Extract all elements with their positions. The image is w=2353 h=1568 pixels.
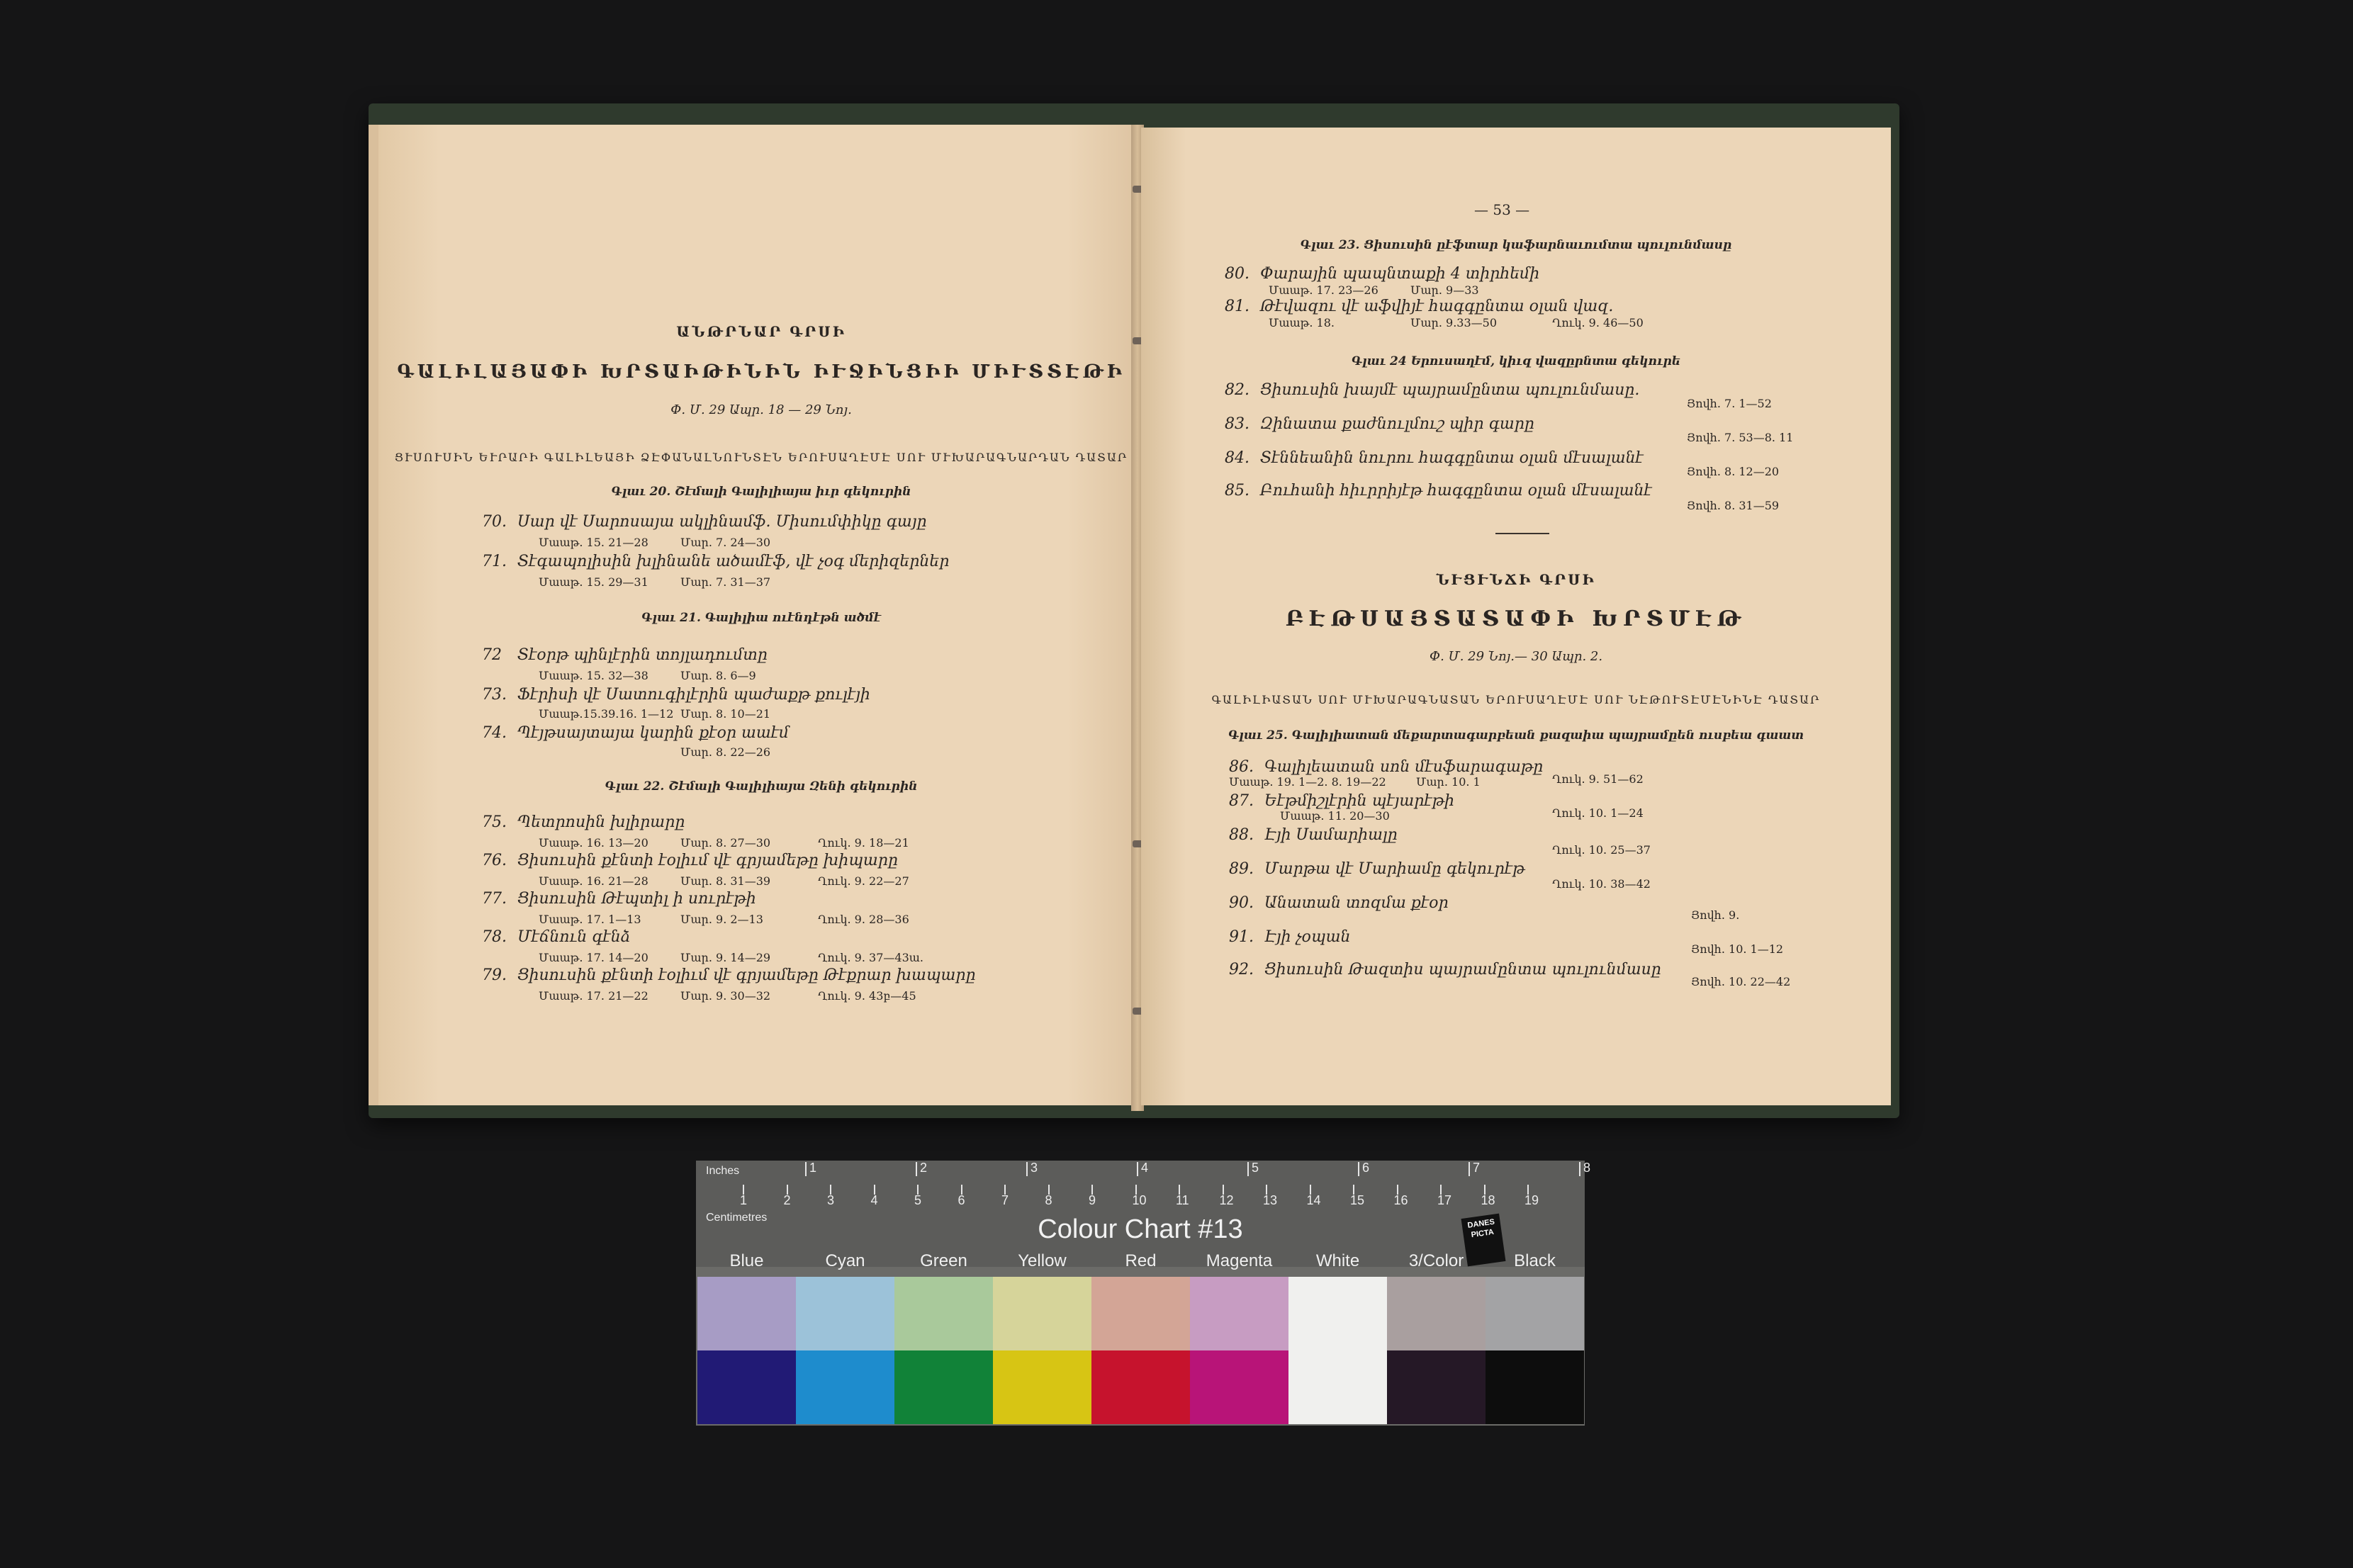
entry-title: Ցիսուսին խայմէ պայրամընտա պուլունմասը. bbox=[1260, 381, 1640, 399]
entry-title: Թէվազու վէ աֆվիյէ հագգընտա օլան վազ. bbox=[1260, 298, 1614, 315]
entry-ref: Մաաթ. 15. 29—31 bbox=[539, 575, 648, 589]
swatch-light bbox=[796, 1277, 894, 1350]
entry-ref-luke: Ղուկ. 10. 38—42 bbox=[1552, 877, 1651, 891]
swatch-label: Green bbox=[920, 1251, 967, 1270]
section-heading: Գլաւ 22. Շէմալի Գալիլիայա Զենի գեկուրին bbox=[605, 779, 918, 794]
entry-title: Բուհանի հիւրրիյէթ հագգընտա օլան մէսալանէ bbox=[1260, 482, 1652, 500]
swatch-label: Red bbox=[1125, 1251, 1157, 1270]
entry-ref-john: Յովհ. 9. bbox=[1691, 908, 1740, 922]
entry-ref-john: Յովհ. 8. 12—20 bbox=[1687, 465, 1780, 478]
cm-tick-label: 16 bbox=[1393, 1193, 1408, 1207]
cm-tick-label: 14 bbox=[1306, 1193, 1321, 1207]
section-heading: Գլաւ 24 Երուսաղէմ, կիւզ վազըրնտա գեկուրե bbox=[1351, 354, 1681, 368]
entry-ref: Մար. 9. 30—32 bbox=[680, 989, 771, 1003]
entry-ref-luke: Ղուկ. 9. 22—27 bbox=[818, 874, 909, 888]
swatch-dark bbox=[1387, 1350, 1486, 1424]
cm-tick-label: 6 bbox=[958, 1193, 965, 1207]
entry-number: 74. bbox=[482, 724, 507, 742]
entry-ref: Մաաթ. 17. 1—13 bbox=[539, 913, 641, 926]
entry-number: 71. bbox=[482, 553, 507, 570]
section-heading: Գլաւ 25. Գալիլիատան մեքարտագարբեան քազաիա պայրամըեն ուսբեա գաատ bbox=[1228, 728, 1804, 743]
entry-ref-luke: Ղուկ. 10. 25—37 bbox=[1552, 843, 1651, 857]
cm-tick-label: 9 bbox=[1089, 1193, 1096, 1207]
swatch-label: Cyan bbox=[825, 1251, 865, 1270]
swatch-dark bbox=[1486, 1350, 1584, 1424]
entry-number: 82. bbox=[1225, 381, 1249, 399]
entry-ref: Մաաթ. 15. 21—28 bbox=[539, 536, 648, 549]
cm-tick-label: 19 bbox=[1524, 1193, 1539, 1207]
entry-number: 79. bbox=[482, 966, 507, 984]
entry-ref-john: Յովհ. 7. 53—8. 11 bbox=[1687, 431, 1794, 444]
entry-ref: Մաաթ. 17. 21—22 bbox=[539, 989, 648, 1003]
entry-title: Տէօրթ պինլէրին տոյլադումտը bbox=[517, 646, 768, 664]
entry-ref-luke: Ղուկ. 9. 18—21 bbox=[818, 836, 909, 850]
entry-title: Անատան տոզմա քէօր bbox=[1264, 894, 1449, 912]
entry-ref: Մար. 9. 2—13 bbox=[680, 913, 763, 926]
inch-tick-label: 5 bbox=[1252, 1161, 1259, 1175]
entry-title: Ցիսուսին Թէպտիլ ի սուրէթի bbox=[517, 890, 756, 908]
cm-tick-label: 4 bbox=[870, 1193, 878, 1207]
section-heading: Գլաւ 20. Շէմալի Գալիլիայա իւր գեկուրին bbox=[611, 485, 911, 499]
inch-tick bbox=[1026, 1162, 1028, 1176]
inch-tick bbox=[1247, 1162, 1249, 1176]
page-number: — 53 — bbox=[1474, 201, 1530, 218]
section-heading: Գլաւ 21. Գալիլիա ուէնդէթն ածմէ bbox=[641, 611, 881, 625]
entry-ref: Մար. 9—33 bbox=[1410, 283, 1479, 297]
cm-tick-label: 11 bbox=[1176, 1193, 1189, 1207]
entry-title: Սար վէ Սարոսայա ակլինամֆ. Միսումփիկը գայը bbox=[517, 513, 927, 531]
entry-title: Էյի Սամարիալը bbox=[1264, 826, 1398, 844]
entry-number: 86. bbox=[1229, 758, 1254, 776]
entry-ref: Մար. 7. 31—37 bbox=[680, 575, 771, 589]
entry-title: Ցիսուսին քէնտի էօլիւմ վէ գրյամեթը խիպարը bbox=[517, 852, 898, 869]
swatch-light bbox=[697, 1277, 796, 1350]
entry-ref-luke: Ղուկ. 10. 1—24 bbox=[1552, 806, 1644, 820]
entry-number: 88. bbox=[1229, 826, 1254, 844]
entry-title: Էյի չօպան bbox=[1264, 928, 1351, 946]
entry-ref: Մար. 8. 22—26 bbox=[680, 745, 771, 759]
entry-ref: Մաաթ. 19. 1—2. 8. 19—22 bbox=[1229, 775, 1386, 789]
entry-ref: Մար. 8. 6—9 bbox=[680, 669, 756, 682]
entry-ref: Մար. 8. 31—39 bbox=[680, 874, 771, 888]
cm-tick-label: 13 bbox=[1263, 1193, 1278, 1207]
entry-ref-john: Յովհ. 10. 1—12 bbox=[1691, 942, 1784, 956]
entry-number: 78. bbox=[482, 928, 507, 946]
entry-ref: Մար. 10. 1 bbox=[1416, 775, 1481, 789]
swatch-light bbox=[1486, 1277, 1584, 1350]
entry-ref: Մար. 8. 27—30 bbox=[680, 836, 771, 850]
entry-title: Զինատա քաժնուլմուշ պիր գարը bbox=[1260, 415, 1534, 433]
entry-ref-luke: Ղուկ. 9. 28—36 bbox=[818, 913, 909, 926]
entry-ref-luke: Ղուկ. 9. 46—50 bbox=[1552, 316, 1644, 329]
entry-number: 91. bbox=[1229, 928, 1254, 946]
entry-number: 75. bbox=[482, 813, 507, 831]
swatch-light bbox=[1190, 1277, 1288, 1350]
entry-ref: Մար. 8. 10—21 bbox=[680, 707, 771, 721]
entry-number: 90. bbox=[1229, 894, 1254, 912]
entry-number: 73. bbox=[482, 686, 507, 704]
entry-ref: Մաաթ. 16. 21—28 bbox=[539, 874, 648, 888]
left-part-title: ԱՆԹՐՆԱՐ ԳՐՍԻ bbox=[676, 323, 846, 340]
entry-ref: Մաաթ. 11. 20—30 bbox=[1280, 809, 1390, 823]
cm-tick-label: 5 bbox=[914, 1193, 922, 1207]
entry-title: Մէճնուն գէնձ bbox=[517, 928, 631, 946]
entry-ref: Մար. 9.33—50 bbox=[1410, 316, 1497, 329]
entry-number: 81. bbox=[1225, 298, 1249, 315]
entry-ref-john: Յովհ. 8. 31—59 bbox=[1687, 499, 1780, 512]
entry-number: 76. bbox=[482, 852, 507, 869]
swatch-label: 3/Color bbox=[1408, 1251, 1464, 1270]
right-main-title: ԲԷԹՍԱՅՏԱՏԱՓԻ ԽՐՏՄԷԹ bbox=[1285, 607, 1747, 631]
entry-number: 80. bbox=[1225, 265, 1249, 283]
chart-title: Colour Chart #13 bbox=[1038, 1214, 1243, 1244]
left-dates: Փ. Մ. 29 Ապր. 18 — 29 Նոյ. bbox=[670, 402, 852, 417]
entry-number: 72 bbox=[482, 646, 502, 664]
inch-tick bbox=[1579, 1162, 1580, 1176]
section-heading: Գլաւ 23. Ցիսուսին ըէֆտար կաֆարնաւումտա պուլունմասը bbox=[1300, 238, 1732, 252]
swatch-label: Blue bbox=[729, 1251, 764, 1270]
swatch-dark bbox=[1091, 1350, 1190, 1424]
danes-picta-logo: DANES PICTA bbox=[1461, 1214, 1506, 1267]
cm-tick-label: 8 bbox=[1045, 1193, 1052, 1207]
entry-ref-luke: Ղուկ. 9. 51—62 bbox=[1552, 772, 1644, 786]
right-subtitle: ԳԱԼԻԼԻԱՏԱՆ ՍՈՒ ՄՒԽԱՐԱԳՆԱՏԱՆ ԵՐՈՒՍԱՂԷՄԷ ՍՈՒ ՆԷԹՈՒՏԷՄԷՆԻՆԷ ԴԱՏԱՐ bbox=[1211, 693, 1821, 706]
cm-tick-label: 1 bbox=[740, 1193, 748, 1207]
swatch-light bbox=[894, 1277, 993, 1350]
swatch-dark bbox=[894, 1350, 993, 1424]
swatch-dark bbox=[796, 1350, 894, 1424]
cm-tick-label: 7 bbox=[1001, 1193, 1009, 1207]
entry-title: Ֆէրիսի վէ Սատուգիլէրին պաժաքթ քուլէյի bbox=[517, 686, 870, 704]
inch-tick-label: 3 bbox=[1031, 1161, 1038, 1175]
inch-tick-label: 8 bbox=[1583, 1161, 1591, 1175]
entry-ref: Մար. 7. 24—30 bbox=[680, 536, 771, 549]
entry-number: 83. bbox=[1225, 415, 1249, 433]
entry-title: Եէթմիշլէրին պէյարէթի bbox=[1264, 792, 1454, 810]
swatch-dark bbox=[1190, 1350, 1288, 1424]
cm-tick-label: 3 bbox=[827, 1193, 835, 1207]
cm-tick-label: 12 bbox=[1219, 1193, 1234, 1207]
entry-ref-luke: Ղուկ. 9. 37—43ա. bbox=[818, 951, 924, 964]
entry-title: Տէննեանին նուրու հագգընտա օլան մէսալանէ bbox=[1260, 449, 1644, 467]
swatch-label: Black bbox=[1514, 1251, 1556, 1270]
inch-tick bbox=[916, 1162, 917, 1176]
inches-label: Inches bbox=[706, 1165, 740, 1177]
inch-tick bbox=[1358, 1162, 1359, 1176]
inch-tick bbox=[805, 1162, 807, 1176]
entry-ref-john: Յովհ. 7. 1—52 bbox=[1687, 397, 1772, 410]
cm-tick-label: 10 bbox=[1132, 1193, 1147, 1207]
left-subtitle: ՑՒՍՈՒՍԻՆ ԵՒՐԱՐԻ ԳԱԼԻԼԵԱՅԻ ՁԷՓԱՆԱԼՆՈՒՆՏԷՆ ԵՐՈՒՍԱՂԷՄԷ ՍՈՒ ՄՒԽԱՐԱԳՆԱՐԴԱՆ ԴԱՏԱՐ bbox=[394, 451, 1128, 464]
entry-ref: Մաաթ. 17. 14—20 bbox=[539, 951, 648, 964]
inch-tick-label: 6 bbox=[1362, 1161, 1370, 1175]
cm-tick-label: 15 bbox=[1350, 1193, 1365, 1207]
right-page bbox=[1141, 128, 1891, 1105]
inch-tick-label: 1 bbox=[809, 1161, 817, 1175]
swatch-label: Magenta bbox=[1206, 1251, 1273, 1270]
entry-title: Ցիսուսին Թազտիս պայրամընտա պուլունմասը bbox=[1264, 961, 1661, 978]
cm-tick-label: 2 bbox=[783, 1193, 791, 1207]
entry-title: Մարթա վէ Մարիամը գեկուրէթ bbox=[1264, 860, 1525, 878]
swatch-light bbox=[1091, 1277, 1190, 1350]
inch-tick-label: 2 bbox=[920, 1161, 928, 1175]
right-dates: Փ. Մ. 29 Նոյ.— 30 Ապր. 2. bbox=[1429, 649, 1603, 664]
entry-number: 70. bbox=[482, 513, 507, 531]
entry-number: 84. bbox=[1225, 449, 1249, 467]
section-divider bbox=[1495, 533, 1549, 534]
entry-title: Պէյթսայտայա կարին քէօր աաէմ bbox=[517, 724, 790, 742]
swatch-dark bbox=[1288, 1350, 1387, 1424]
entry-ref: Մաաթ.15.39.16. 1—12 bbox=[539, 707, 674, 721]
entry-ref: Մաաթ. 17. 23—26 bbox=[1269, 283, 1378, 297]
entry-title: Տէգապոլիսին խլինանե ածամէֆ, վէ չօգ մերիզերներ bbox=[517, 553, 950, 570]
swatch-label: Yellow bbox=[1018, 1251, 1067, 1270]
entry-title: Ցիսուսին քէնտի էօլիւմ վէ գրյամեթը Թէքրար խապարը bbox=[517, 966, 976, 984]
swatch-dark bbox=[697, 1350, 796, 1424]
entry-number: 85. bbox=[1225, 482, 1249, 500]
right-part-title: ՆՒՑՒՆՃԻ ԳՐՍԻ bbox=[1436, 571, 1596, 588]
entry-ref-john: Յովհ. 10. 22—42 bbox=[1691, 975, 1791, 988]
inch-tick-label: 7 bbox=[1473, 1161, 1481, 1175]
centimetres-label: Centimetres bbox=[706, 1212, 768, 1224]
entry-title: Պետրոսին խլիրարը bbox=[517, 813, 685, 831]
swatch-light bbox=[1387, 1277, 1486, 1350]
swatch-label: White bbox=[1315, 1251, 1360, 1270]
swatch-light bbox=[993, 1277, 1091, 1350]
entry-number: 77. bbox=[482, 890, 507, 908]
entry-ref-luke: Ղուկ. 9. 43բ—45 bbox=[818, 989, 916, 1003]
colour-chart bbox=[696, 1161, 1591, 1426]
entry-ref: Մաաթ. 16. 13—20 bbox=[539, 836, 648, 850]
left-main-title: ԳԱԼԻԼԱՅԱՓԻ ԽՐՏԱԻԹԻՆԻՆ ԻՒՋԻՆՑԻԻ ՄԻՒՏՏԷԹԻ bbox=[397, 361, 1125, 383]
cm-tick-label: 18 bbox=[1481, 1193, 1495, 1207]
left-page bbox=[369, 125, 1144, 1105]
swatch-dark bbox=[993, 1350, 1091, 1424]
entry-number: 92. bbox=[1229, 961, 1254, 978]
entry-ref: Մաաթ. 15. 32—38 bbox=[539, 669, 648, 682]
swatch-light bbox=[1288, 1277, 1387, 1350]
entry-number: 87. bbox=[1229, 792, 1254, 810]
entry-ref: Մար. 9. 14—29 bbox=[680, 951, 771, 964]
cm-tick-label: 17 bbox=[1437, 1193, 1452, 1207]
inch-tick-label: 4 bbox=[1141, 1161, 1149, 1175]
entry-ref: Մաաթ. 18. bbox=[1269, 316, 1335, 329]
entry-number: 89. bbox=[1229, 860, 1254, 878]
entry-title: Գալիլեատան սոն մէսֆարագաթը bbox=[1264, 758, 1544, 776]
entry-title: Փարային պապնտաքի 4 տիրհեմի bbox=[1260, 265, 1540, 283]
inch-tick bbox=[1468, 1162, 1470, 1176]
inch-tick bbox=[1137, 1162, 1138, 1176]
